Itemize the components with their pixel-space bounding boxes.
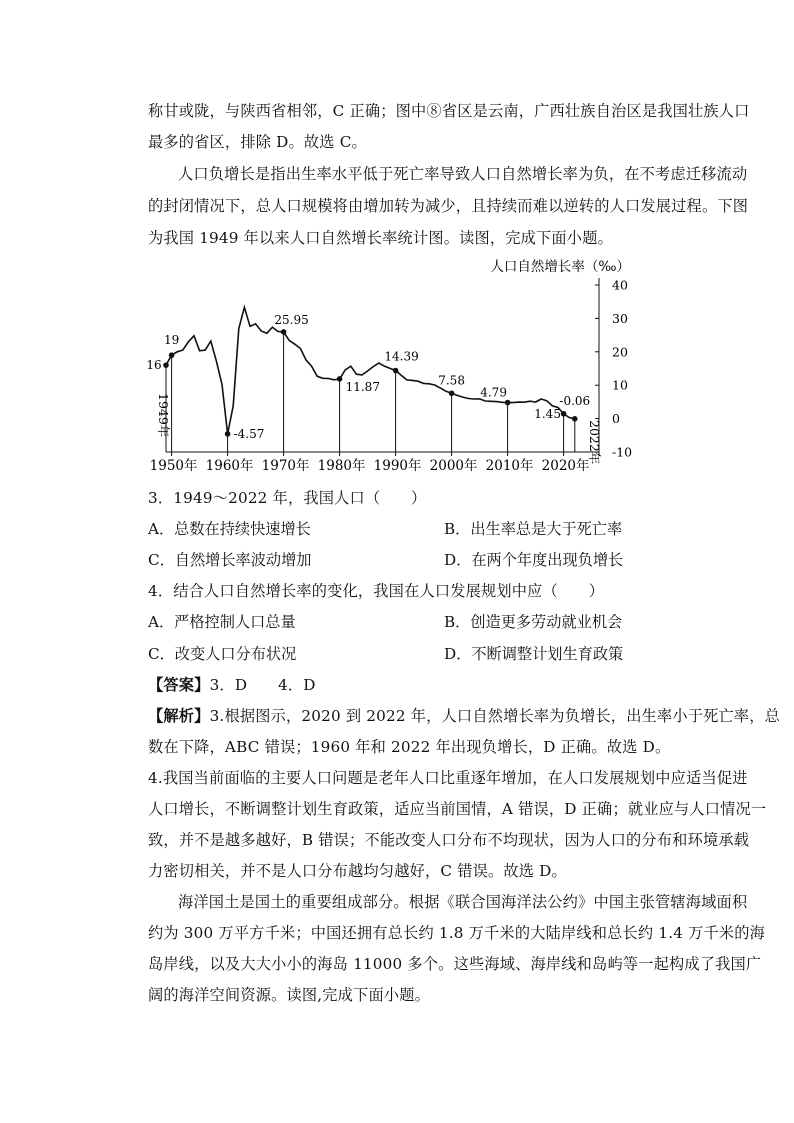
x-tick-label: 2010年 xyxy=(485,458,534,474)
data-label: 25.95 xyxy=(274,312,309,327)
y-tick-label: 30 xyxy=(612,310,628,326)
data-label: 4.79 xyxy=(480,385,507,400)
data-point xyxy=(169,352,175,358)
series-line xyxy=(163,307,575,434)
x-tick-label: 1980年 xyxy=(317,458,366,474)
data-point xyxy=(505,400,511,406)
q3-option-b[interactable]: B．出生率总是大于死亡率 xyxy=(444,520,623,538)
y-tick-label: 40 xyxy=(612,277,628,293)
answer-text: 3．D 4．D xyxy=(209,676,316,694)
data-label: 19 xyxy=(163,333,180,348)
x-tick-label: 1990年 xyxy=(373,458,422,474)
y-tick-label: 10 xyxy=(612,377,628,393)
paragraph-line: 海洋国土是国土的重要组成部分。根据《联合国海洋法公约》中国主张管辖海域面积 xyxy=(178,893,748,911)
q3-option-a[interactable]: A．总数在持续快速增长 xyxy=(148,520,311,538)
q3-option-c[interactable]: C．自然增长率波动增加 xyxy=(148,551,312,569)
analysis-line: 致，并不是越多越好，B 错误；不能改变人口分布不均现状，因为人口的分布和环境承载 xyxy=(148,831,750,849)
data-point xyxy=(337,376,343,382)
data-label: 14.39 xyxy=(384,349,419,364)
answer-line xyxy=(148,675,668,695)
q4-option-d[interactable]: D．不断调整计划生育政策 xyxy=(444,645,624,663)
data-label: 11.87 xyxy=(345,379,380,394)
x-tick-label: 2020年 xyxy=(541,458,590,474)
population-growth-chart xyxy=(140,250,660,482)
y-tick-label: 20 xyxy=(612,344,628,360)
x-tick-label: 1960年 xyxy=(205,458,254,474)
data-label: 16 xyxy=(146,358,162,373)
q4-option-a[interactable]: A．严格控制人口总量 xyxy=(148,613,296,631)
question-4-stem: 4．结合人口自然增长率的变化，我国在人口发展规划中应（ ） xyxy=(148,582,605,600)
end-year-label: 2022年 xyxy=(587,420,602,465)
q3-option-d[interactable]: D．在两个年度出现负增长 xyxy=(444,551,624,569)
analysis-label: 【解析】 xyxy=(148,707,210,725)
data-point xyxy=(225,431,231,437)
y-tick-label: -10 xyxy=(612,444,633,460)
data-label: -0.06 xyxy=(559,393,591,408)
data-point xyxy=(572,416,578,422)
analysis-text: 3.根据图示，2020 到 2022 年，人口自然增长率为负增长，出生率小于死亡率，总 xyxy=(209,707,781,725)
start-year-label: 1949年 xyxy=(156,393,171,438)
y-axis-label: 人口自然增长率（‰） xyxy=(490,259,630,275)
q4-option-b[interactable]: B．创造更多劳动就业机会 xyxy=(444,613,623,631)
data-point xyxy=(449,390,455,396)
analysis-line: 数在下降，ABC 错误；1960 年和 2022 年出现负增长，D 正确。故选 D。 xyxy=(148,738,671,756)
paragraph-line: 最多的省区，排除 D。故选 C。 xyxy=(148,133,367,151)
data-point xyxy=(393,368,399,374)
data-label: 7.58 xyxy=(438,373,465,388)
data-point xyxy=(561,411,567,417)
analysis-line xyxy=(148,706,781,726)
x-tick-label: 1970年 xyxy=(261,458,310,474)
data-point xyxy=(281,329,287,335)
q4-option-c[interactable]: C．改变人口分布状况 xyxy=(148,645,297,663)
paragraph-line: 为我国 1949 年以来人口自然增长率统计图。读图，完成下面小题。 xyxy=(148,229,613,247)
data-label: 1.45 xyxy=(534,406,561,421)
paragraph-line: 的封闭情况下，总人口规模将由增加转为减少，且持续而难以逆转的人口发展过程。下图 xyxy=(148,197,749,215)
paragraph-line: 称甘或陇，与陕西省相邻，C 正确；图中⑧省区是云南，广西壮族自治区是我国壮族人口 xyxy=(148,102,750,120)
paragraph-line: 阔的海洋空间资源。读图,完成下面小题。 xyxy=(148,986,431,1004)
analysis-line: 人口增长，不断调整计划生育政策，适应当前国情，A 错误，D 正确；就业应与人口情况一 xyxy=(148,800,767,818)
question-3-stem: 3．1949～2022 年，我国人口（ ） xyxy=(148,489,427,507)
paragraph-line: 人口负增长是指出生率水平低于死亡率导致人口自然增长率为负，在不考虑迁移流动 xyxy=(178,165,748,183)
paragraph-line: 约为 300 万平方千米；中国还拥有总长约 1.8 万千米的大陆岸线和总长约 1.4 万千米的海 xyxy=(148,924,766,942)
paragraph-line: 岛岸线，以及大大小小的海岛 11000 多个。这些海域、海岸线和岛屿等一起构成了我国广 xyxy=(148,955,762,973)
analysis-line: 4.我国当前面临的主要人口问题是老年人口比重逐年增加，在人口发展规划中应适当促进 xyxy=(148,769,748,787)
analysis-line: 力密切相关，并不是人口分布越均匀越好，C 错误。故选 D。 xyxy=(148,862,567,880)
data-label: -4.57 xyxy=(233,426,265,441)
data-point xyxy=(163,362,169,368)
y-tick-label: 0 xyxy=(612,411,620,427)
x-tick-label: 1950年 xyxy=(149,458,198,474)
answer-label: 【答案】 xyxy=(148,676,210,694)
x-tick-label: 2000年 xyxy=(429,458,478,474)
